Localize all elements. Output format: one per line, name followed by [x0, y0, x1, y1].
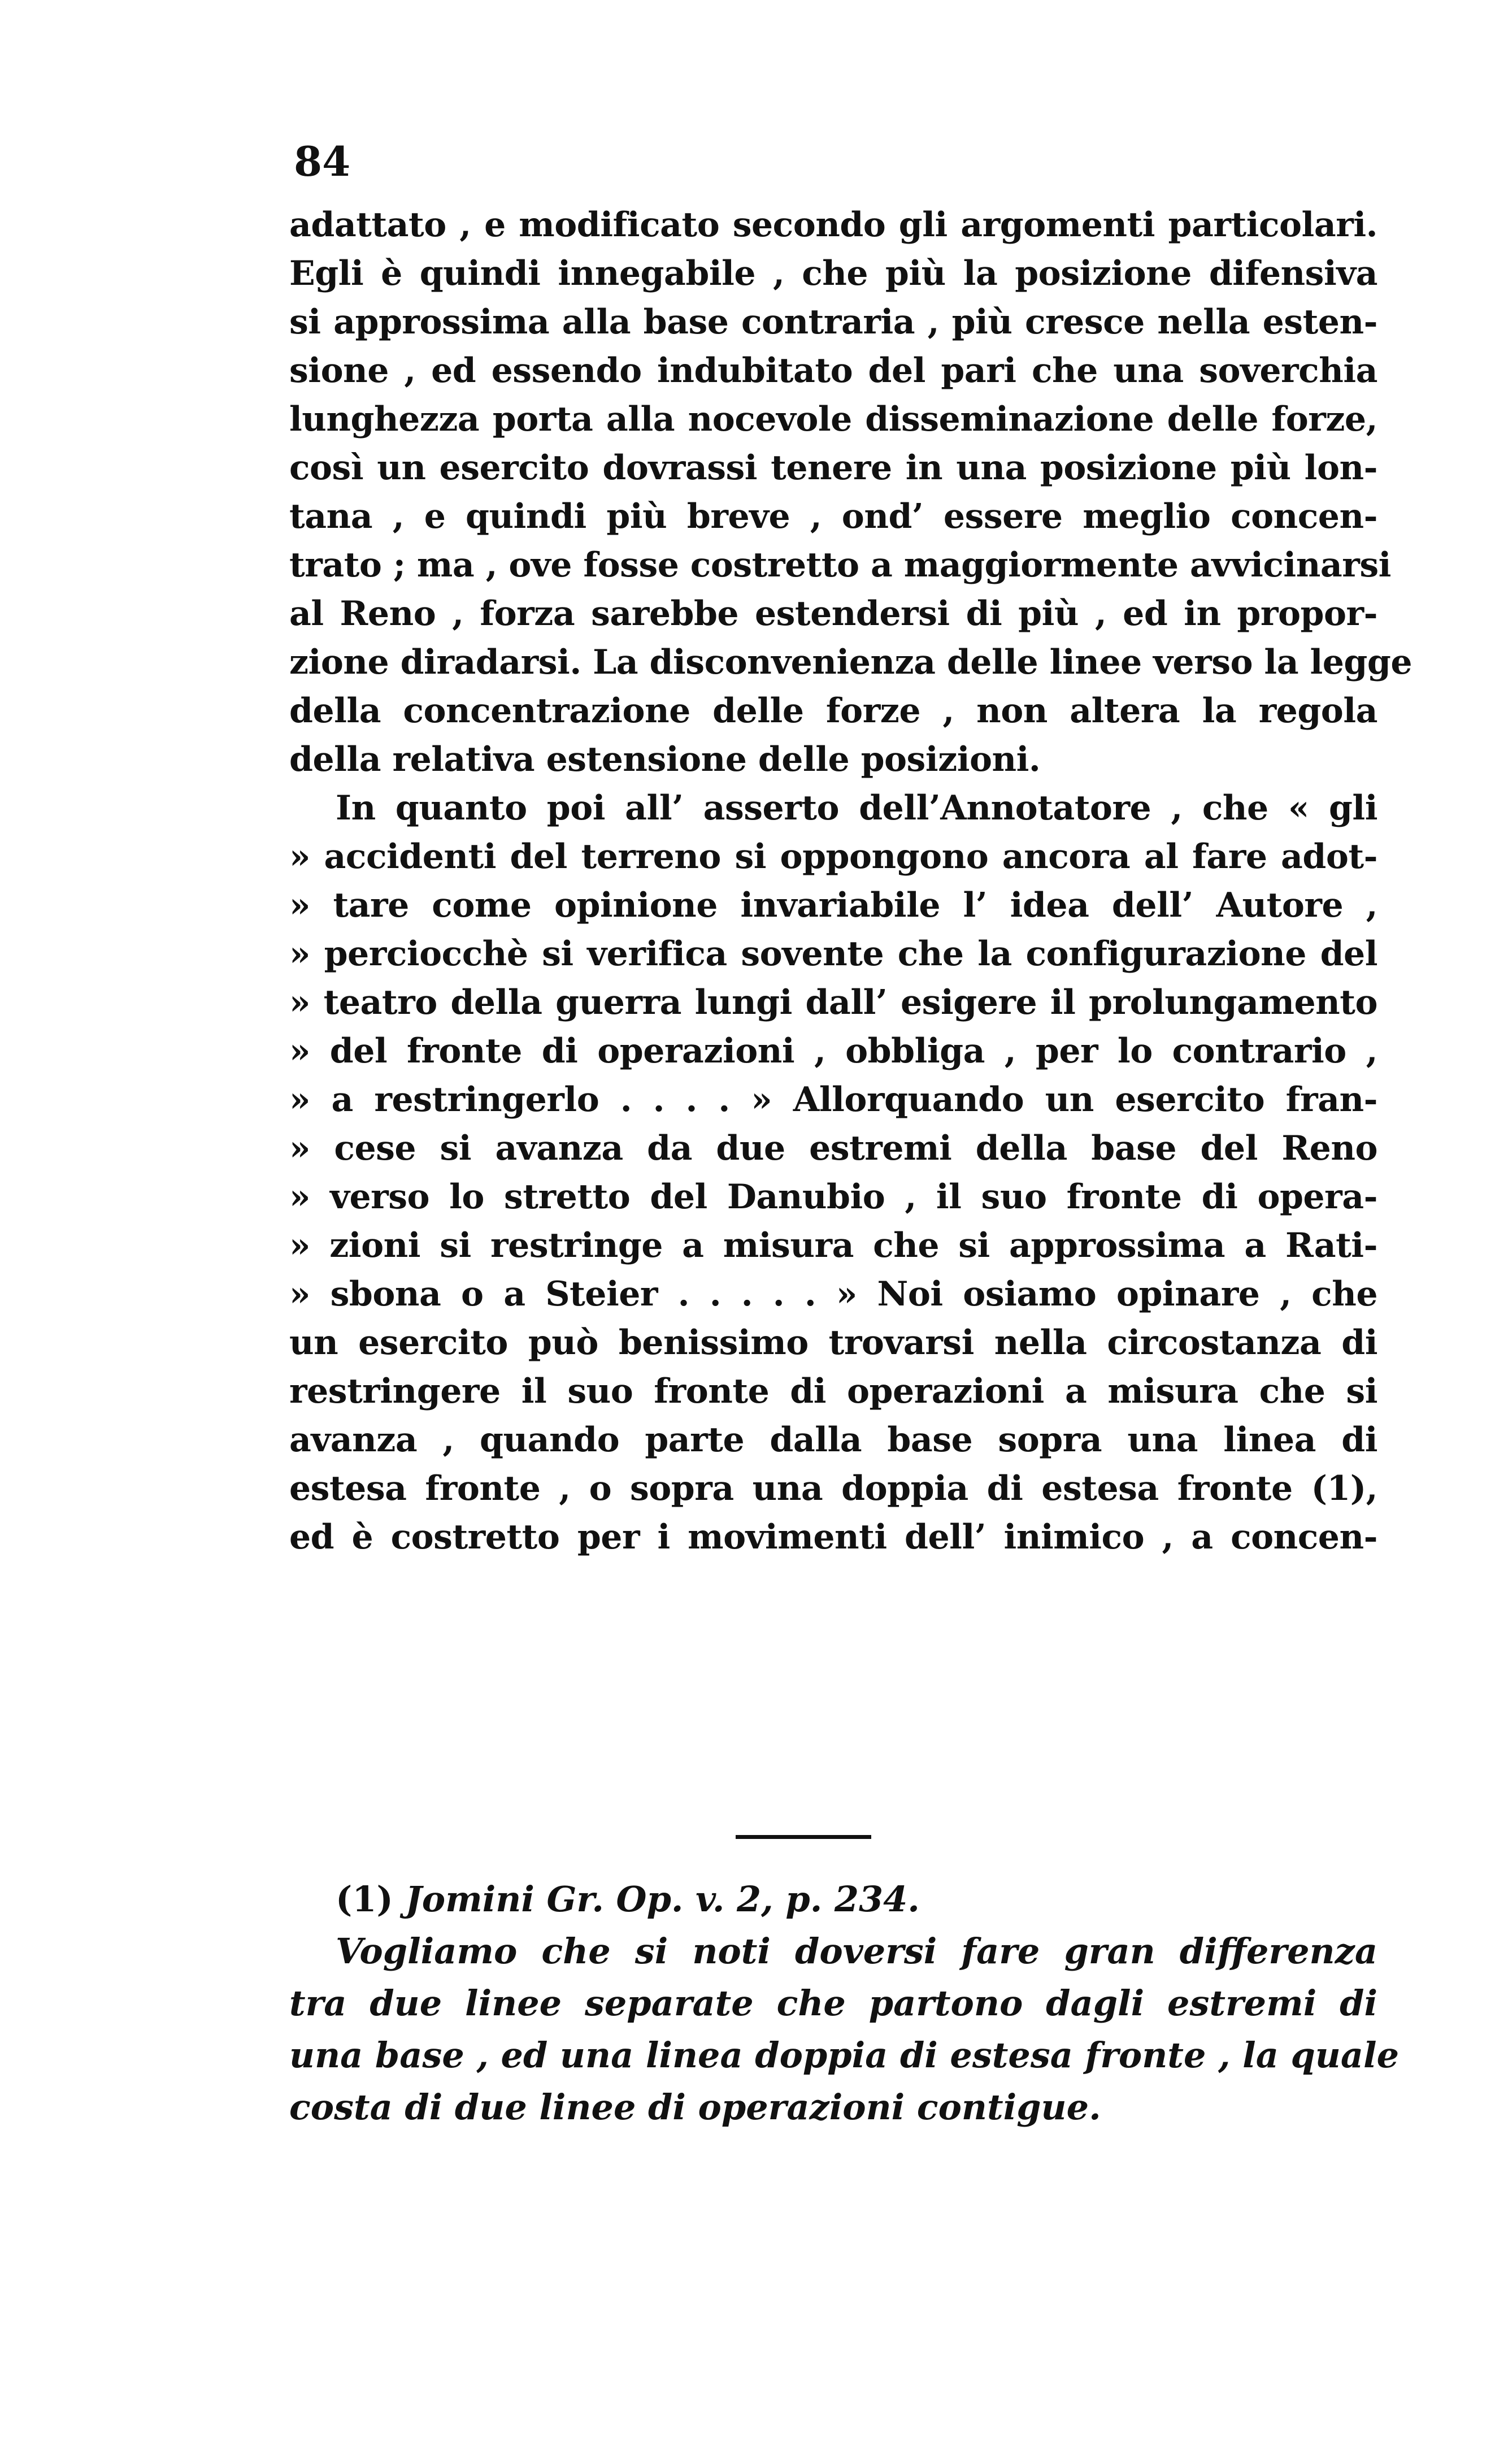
- footnote-block: [289, 1873, 1400, 2133]
- text-line: tana , e quindi più breve , ond’ essere meglio concen-: [289, 497, 1377, 536]
- text-line: della concentrazione delle forze , non altera la regola: [289, 691, 1377, 731]
- text-line: si approssima alla base contraria , più cresce nella esten-: [289, 302, 1377, 342]
- text-line: al Reno , forza sarebbe estendersi di più , ed in propor-: [289, 594, 1377, 634]
- footnote-citation-line: [289, 1873, 1377, 1925]
- text-line: lunghezza porta alla nocevole disseminazione delle forze,: [289, 400, 1377, 439]
- quoted-line: » accidenti del terreno si oppongono ancora al fare adot-: [289, 837, 1377, 877]
- page-number: 84: [294, 137, 351, 185]
- text-line: ed è costretto per i movimenti dell’ inimico , a concen-: [289, 1517, 1377, 1557]
- text-line: zione diradarsi. La disconvenienza delle linee verso la legge: [289, 643, 1412, 682]
- quoted-line: » zioni si restringe a misura che si approssima a Rati-: [289, 1226, 1377, 1265]
- quoted-line: » teatro della guerra lungi dall’ esigere il prolungamento: [289, 983, 1377, 1022]
- footnote-citation: Jomini Gr. Op. v. 2, p. 234.: [405, 1879, 920, 1920]
- footnote-line: Vogliamo che si noti doversi fare gran differenza: [336, 1931, 1377, 1972]
- paragraph-start-line: In quanto poi all’ asserto dell’Annotatore , che « gli: [336, 788, 1377, 828]
- footnote-marker: (1): [336, 1879, 393, 1920]
- footnote-line: tra due linee separate che partono dagli estremi di: [289, 1983, 1377, 2024]
- text-line: estesa fronte , o sopra una doppia di estesa fronte (1),: [289, 1469, 1377, 1508]
- quoted-line: » tare come opinione invariabile l’ idea dell’ Autore ,: [289, 886, 1377, 925]
- quoted-line: » a restringerlo . . . . » Allorquando un esercito fran-: [289, 1080, 1377, 1120]
- text-line: restringere il suo fronte di operazioni a misura che si: [289, 1372, 1377, 1411]
- text-line: adattato , e modificato secondo gli argomenti particolari.: [289, 205, 1377, 245]
- quoted-line: » verso lo stretto del Danubio , il suo fronte di opera-: [289, 1177, 1377, 1217]
- footnote-separator-rule: [736, 1835, 871, 1839]
- quoted-line: » del fronte di operazioni , obbliga , per lo contrario ,: [289, 1031, 1377, 1071]
- text-line: un esercito può benissimo trovarsi nella circostanza di: [289, 1323, 1377, 1363]
- footnote-line: una base , ed una linea doppia di estesa fronte , la quale: [289, 2034, 1400, 2076]
- text-line: trato ; ma , ove fosse costretto a maggiormente avvicinarsi: [289, 545, 1391, 585]
- text-line: della relativa estensione delle posizioni.: [289, 740, 1041, 779]
- quoted-line: » sbona o a Steier . . . . . » Noi osiamo opinare , che: [289, 1274, 1377, 1314]
- text-line: avanza , quando parte dalla base sopra una linea di: [289, 1420, 1377, 1460]
- footnote-line: costa di due linee di operazioni contigue.: [289, 2086, 1101, 2128]
- main-text: [289, 201, 1412, 1561]
- text-line: così un esercito dovrassi tenere in una posizione più lon-: [289, 448, 1377, 488]
- text-line: sione , ed essendo indubitato del pari che una soverchia: [289, 351, 1377, 391]
- quoted-line: » cese si avanza da due estremi della base del Reno: [289, 1129, 1377, 1168]
- quoted-line: » perciocchè si verifica sovente che la configurazione del: [289, 934, 1377, 974]
- text-line: Egli è quindi innegabile , che più la posizione difensiva: [289, 254, 1377, 293]
